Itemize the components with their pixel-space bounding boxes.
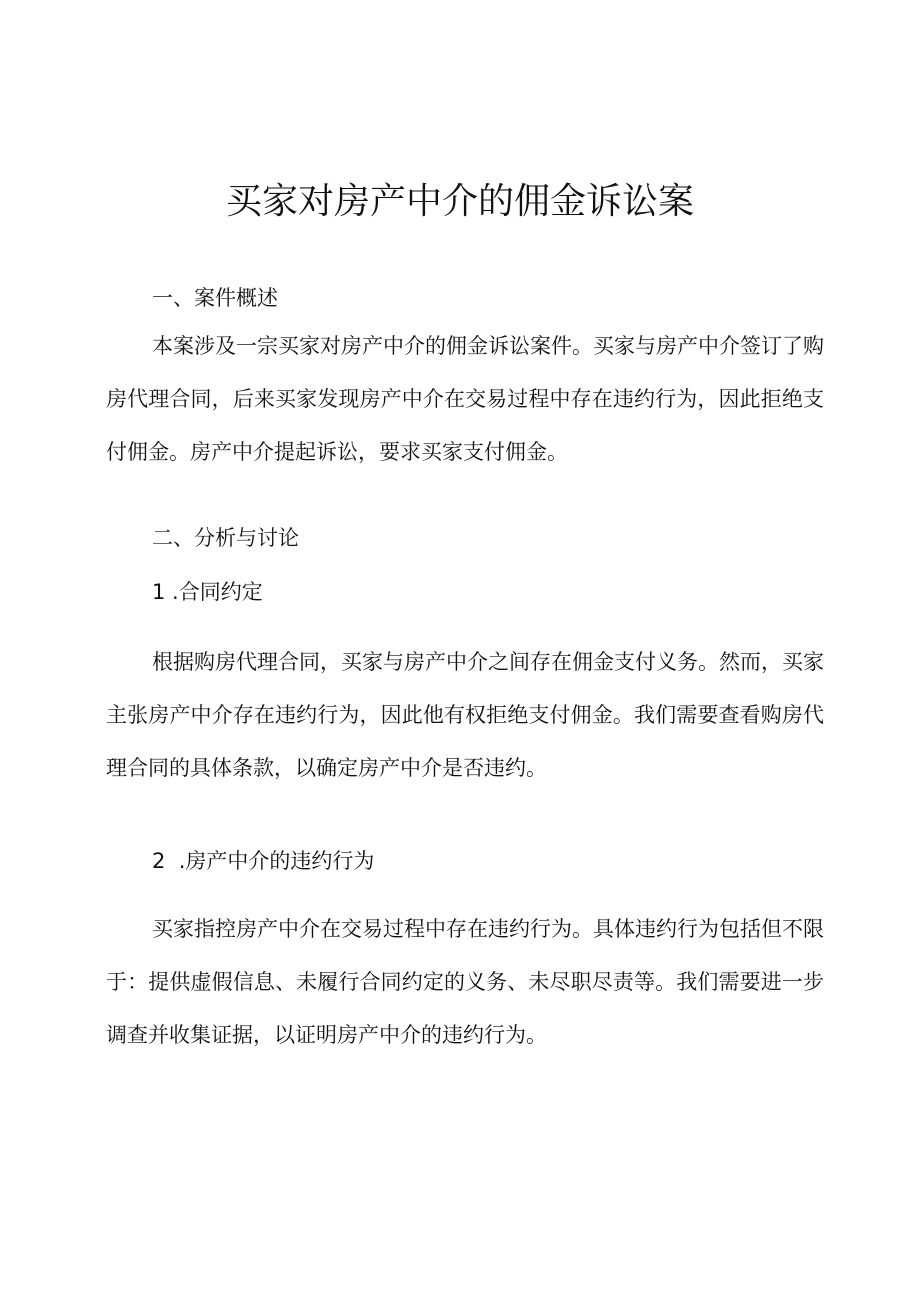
- subsection-1-paragraph: 根据购房代理合同，买家与房产中介之间存在佣金支付义务。然而，买家主张房产中介存在违约行为，因此他有权拒绝支付佣金。我们需要查看购房代理合同的具体条款，以确定房产中介是否违约。: [106, 650, 824, 780]
- subsection-2-heading: 2 .房产中介的违约行为: [152, 849, 375, 873]
- subsection-1-heading: 1 .合同约定: [152, 580, 263, 604]
- section-1-paragraph: 本案涉及一宗买家对房产中介的佣金诉讼案件。买家与房产中介签订了购房代理合同，后来买家发现房产中介在交易过程中存在违约行为，因此拒绝支付佣金。房产中介提起诉讼，要求买家支付佣金。: [106, 334, 824, 464]
- section-2-heading: 二、分析与讨论: [152, 526, 299, 550]
- section-1-heading: 一、案件概述: [152, 286, 278, 310]
- subsection-2-paragraph: 买家指控房产中介在交易过程中存在违约行为。具体违约行为包括但不限于：提供虚假信息、未履行合同约定的义务、未尽职尽责等。我们需要进一步调查并收集证据，以证明房产中介的违约行为。: [106, 917, 824, 1047]
- document-title: 买家对房产中介的佣金诉讼案: [225, 181, 694, 222]
